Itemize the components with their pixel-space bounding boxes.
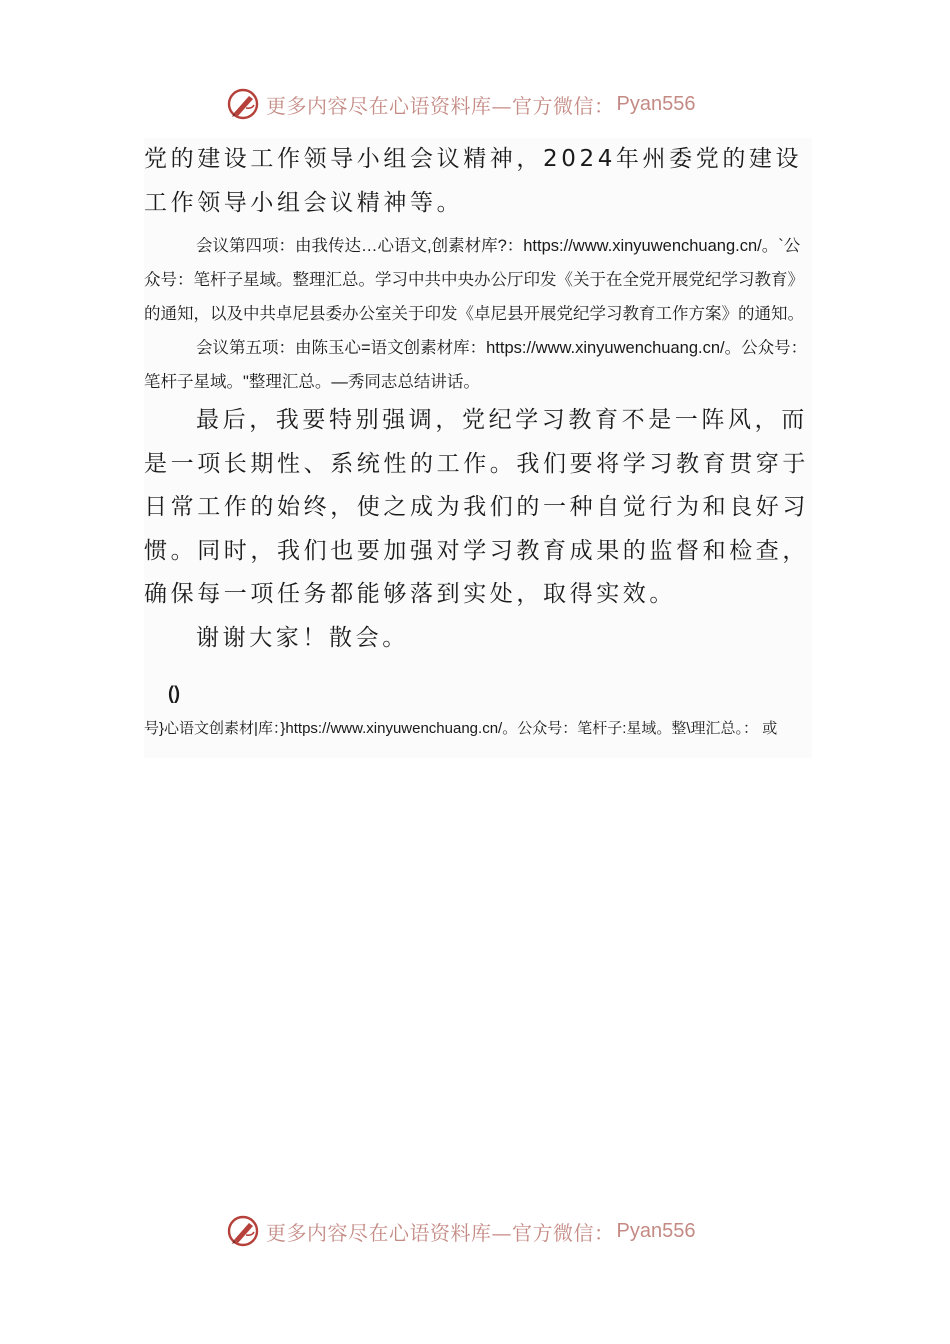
banner-wechat-id: Pyan556 [616, 1219, 696, 1242]
paragraph-item-five: 会议第五项：由陈玉心=语文创素材库：https://www.xinyuwenchuang.cn/。公众号：笔杆子星域。"整理汇总。—秀同志总结讲话。 [144, 339, 808, 391]
paragraph-meeting-spirit: 党的建设工作领导小组会议精神，2024年州委党的建设工作领导小组会议精神等。 [144, 146, 803, 216]
paragraph-closing: 最后，我要特别强调，党纪学习教育不是一阵风，而是一项长期性、系统性的工作。我们要将学习教育贯穿于日常工作的始终，使之成为我们的一种自觉行为和良好习惯。同时，我们也要加强对学习教育成果的监督和检查，确保每一项任务都能够落到实处，取得实效。 [144, 407, 809, 607]
pen-logo-icon [226, 87, 260, 121]
paragraph-thanks: 谢谢大家！散会。 [196, 624, 409, 651]
paragraph-item-four: 会议第四项：由我传达…心语文,创素材库?：https://www.xinyuwenchuang.cn/。`公众号：笔杆子星域。整理汇总。学习中共中央办公厅印发《关于在全党开展党纪学习教育》的通知，以及中共卓尼县委办公室关于印发《卓尼县开展党纪学习教育工作方案》的通知。 [144, 237, 804, 323]
footer-banner [226, 1211, 726, 1251]
banner-wechat-id: Pyan556 [616, 92, 696, 115]
parenthesis-mark: () [168, 683, 180, 703]
pen-logo-icon [226, 1214, 260, 1248]
banner-text: 更多内容尽在心语资料库—官方微信： [266, 93, 615, 118]
source-note: 号}心语文创素材|库：}https://www.xinyuwenchuang.cn/。公众号：笔杆子:星域。整\理汇总。： 或 [144, 720, 778, 737]
banner-text: 更多内容尽在心语资料库—官方微信： [266, 1220, 615, 1245]
document-body [144, 138, 812, 758]
header-banner [226, 84, 726, 124]
